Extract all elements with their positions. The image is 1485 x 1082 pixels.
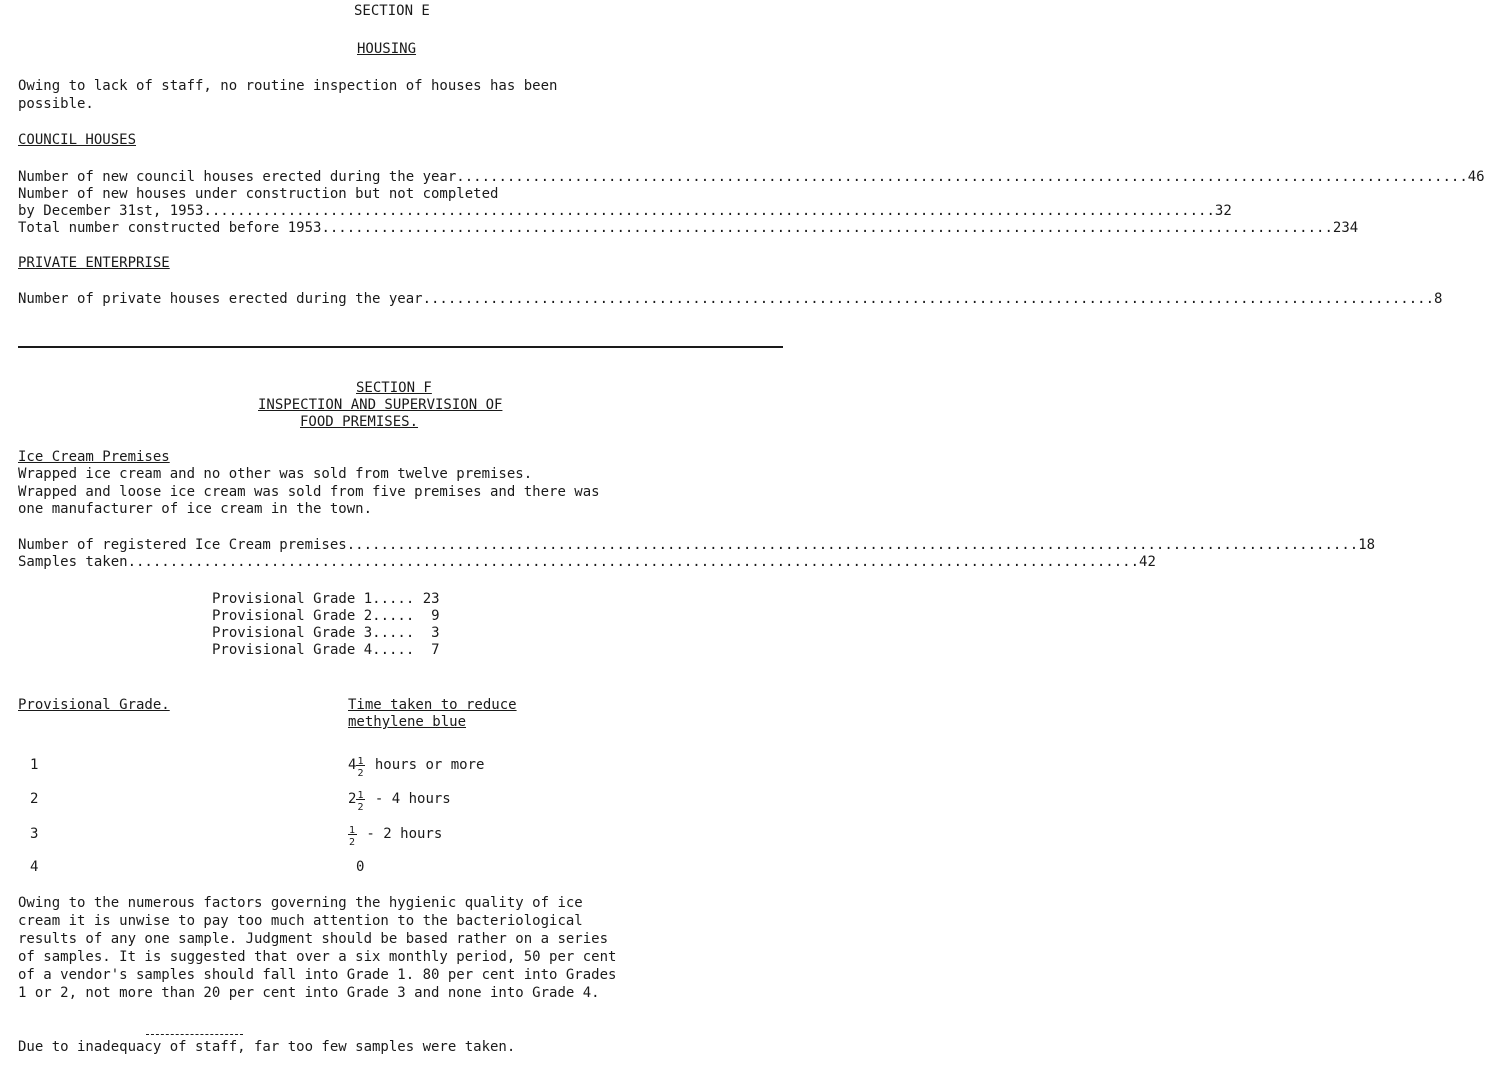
- grade-value: 7: [422, 642, 440, 658]
- table-time-cell: [348, 790, 451, 813]
- table-time-cell: 0: [356, 859, 365, 875]
- council-row-label: Number of new council houses erected during the year: [18, 169, 457, 185]
- stat-label: Samples taken: [18, 554, 128, 570]
- grade-label: Provisional Grade 3.....: [212, 625, 415, 641]
- grade-value: 3: [422, 625, 440, 641]
- time-rest: - 4 hours: [366, 791, 451, 807]
- stat-value: 18: [1358, 537, 1376, 553]
- fraction-half: [356, 756, 366, 779]
- section-f-heading: SECTION F: [356, 380, 432, 396]
- grade-label: Provisional Grade 4.....: [212, 642, 415, 658]
- grade-value: 23: [422, 591, 440, 607]
- private-enterprise-heading: PRIVATE ENTERPRISE: [18, 255, 170, 271]
- fraction-denominator: 2: [357, 768, 364, 779]
- fraction-denominator: 2: [357, 802, 364, 813]
- private-row-value: 8: [1434, 291, 1443, 307]
- closing-para-line: 1 or 2, not more than 20 per cent into Grade 3 and none into Grade 4.: [18, 985, 600, 1001]
- fraction-half: [348, 825, 358, 848]
- council-row-value: 234: [1332, 220, 1359, 236]
- ice-para-line: Wrapped and loose ice cream was sold from five premises and there was: [18, 484, 600, 500]
- private-row-label: Number of private houses erected during the year: [18, 291, 423, 307]
- grade-row: [212, 642, 440, 659]
- council-row-new-erected: [18, 169, 1485, 186]
- time-whole: 4: [348, 757, 357, 773]
- grade-label: Provisional Grade 1.....: [212, 591, 415, 607]
- fraction-numerator: 1: [357, 790, 364, 801]
- private-row-erected: [18, 291, 1443, 308]
- ice-para-line: one manufacturer of ice cream in the town.: [18, 501, 373, 517]
- dot-leader: ........................................................................................................................: [203, 203, 1215, 219]
- time-rest: - 2 hours: [358, 826, 443, 842]
- section-f-title-line-1: INSPECTION AND SUPERVISION OF: [258, 397, 503, 413]
- table-grade-cell: 2: [30, 791, 39, 807]
- closing-para-line: results of any one sample. Judgment should be based rather on a series: [18, 931, 609, 947]
- table-col1-header: Provisional Grade.: [18, 697, 170, 713]
- fraction-numerator: 1: [357, 756, 364, 767]
- council-row-under-construction: Number of new houses under construction but not completed: [18, 186, 499, 202]
- table-grade-cell: 3: [30, 826, 39, 842]
- stat-value: 42: [1139, 554, 1156, 570]
- stat-label: Number of registered Ice Cream premises: [18, 537, 347, 553]
- table-time-cell: [348, 756, 485, 779]
- dot-leader: ........................................................................................................................: [321, 220, 1333, 236]
- council-row-label: Total number constructed before 1953: [18, 220, 322, 236]
- fraction-denominator: 2: [349, 837, 356, 848]
- closing-para-line: of samples. It is suggested that over a six monthly period, 50 per cent: [18, 949, 617, 965]
- closing-para-line: of a vendor's samples should fall into Grade 1. 80 per cent into Grades: [18, 967, 617, 983]
- grade-value: 9: [422, 608, 440, 624]
- council-row-value: 46: [1467, 169, 1485, 185]
- council-row-december: [18, 203, 1232, 220]
- section-e-heading: SECTION E: [354, 3, 430, 19]
- section-divider: [18, 346, 783, 348]
- stat-registered-premises: [18, 537, 1376, 554]
- table-grade-cell: 1: [30, 757, 39, 773]
- closing-para-line: cream it is unwise to pay too much attention to the bacteriological: [18, 913, 583, 929]
- table-time-cell: [348, 825, 443, 848]
- final-note: Due to inadequacy of staff, far too few samples were taken.: [18, 1039, 516, 1055]
- council-row-total-before: [18, 220, 1359, 237]
- closing-para-line: Owing to the numerous factors governing the hygienic quality of ice: [18, 895, 583, 911]
- intro-line-2: possible.: [18, 96, 94, 112]
- table-col2-header-line-1: Time taken to reduce: [348, 697, 517, 713]
- grade-row: [212, 591, 440, 608]
- section-e-subheading: HOUSING: [357, 41, 417, 57]
- table-grade-cell: 4: [30, 859, 39, 875]
- dot-leader: ........................................................................................................................: [456, 169, 1468, 185]
- intro-line-1: Owing to lack of staff, no routine inspection of houses has been: [18, 78, 558, 94]
- time-whole: 2: [348, 791, 357, 807]
- grade-label: Provisional Grade 2.....: [212, 608, 415, 624]
- fraction-numerator: 1: [349, 825, 356, 836]
- council-houses-heading: COUNCIL HOUSES: [18, 132, 137, 148]
- fraction-half: [356, 790, 366, 813]
- section-f-title-line-2: FOOD PREMISES.: [300, 414, 419, 430]
- dot-leader: ........................................................................................................................: [346, 537, 1359, 553]
- dot-leader: ........................................................................................................................: [127, 554, 1140, 570]
- inadequacy-overline: [146, 1034, 243, 1035]
- dot-leader: ........................................................................................................................: [422, 291, 1435, 307]
- grade-row: [212, 608, 440, 625]
- ice-para-line: Wrapped ice cream and no other was sold from twelve premises.: [18, 466, 533, 482]
- stat-samples-taken: [18, 554, 1156, 571]
- time-rest: hours or more: [366, 757, 485, 773]
- ice-cream-heading: Ice Cream Premises: [18, 449, 170, 465]
- council-row-label: by December 31st, 1953: [18, 203, 204, 219]
- council-row-value: 32: [1214, 203, 1232, 219]
- grade-row: [212, 625, 440, 642]
- table-col2-header-line-2: methylene blue: [348, 714, 467, 730]
